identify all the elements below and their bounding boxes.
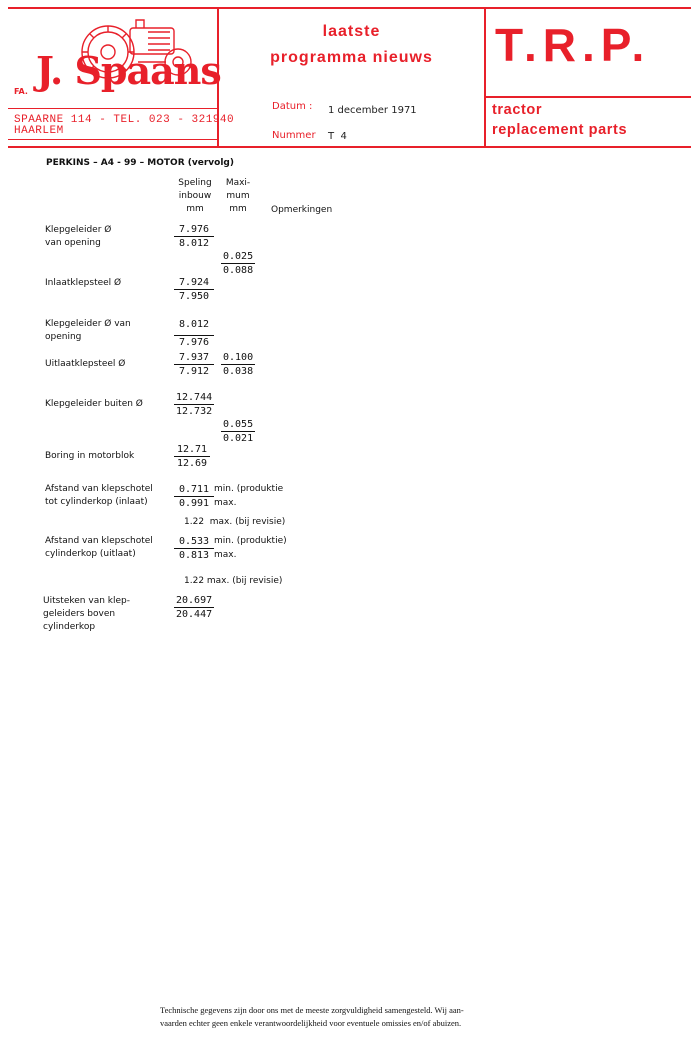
spec-label-line: Uitlaatklepsteel Ø (45, 359, 126, 369)
spec-label-line: Inlaatklepsteel Ø (45, 278, 122, 288)
spec-label-line: Uitsteken van klep- (43, 596, 130, 606)
spec-label-line: Klepgeleider Ø (45, 225, 112, 235)
address-rule-top (8, 108, 219, 109)
fraction-bottom: 0.813 (178, 550, 210, 561)
datum-value: 1 december 1971 (328, 105, 417, 116)
header-top-rule (8, 7, 691, 9)
logo-prefix: FA. (14, 87, 28, 96)
fraction-top: 7.976 (174, 223, 214, 237)
fraction-top: 0.055 (223, 419, 254, 430)
spec-label (45, 277, 121, 290)
fraction-bottom: 7.950 (178, 291, 210, 302)
speling-fraction (174, 443, 210, 470)
spec-note: 1.22 max. (bij revisie) (184, 517, 286, 527)
header-bottom-rule (8, 146, 691, 148)
document-title: PERKINS – A4 - 99 – MOTOR (vervolg) (46, 158, 234, 168)
spec-label (45, 318, 131, 344)
nummer-label: Nummer (272, 130, 316, 141)
tagline-line2: replacement parts (492, 122, 628, 138)
fraction-top: 0.711 (174, 483, 214, 497)
spec-label (43, 595, 130, 634)
speling-fraction (174, 318, 214, 349)
spec-note: min. (produktie (214, 484, 284, 494)
column-header-maximum-line: Maxi- (225, 178, 251, 188)
spec-label-line: Boring in motorblok (45, 451, 135, 461)
program-title-line1: laatste (322, 23, 381, 40)
spec-note: max. (214, 498, 237, 508)
spec-label (45, 483, 153, 509)
maximum-fraction (221, 351, 255, 378)
spec-label-line: Klepgeleider buiten Ø (45, 399, 143, 409)
fraction-bottom: 0.038 (223, 366, 254, 377)
fraction-top: 0.533 (174, 535, 214, 549)
speling-fraction (174, 483, 214, 510)
company-address: SPAARNE 114 - TEL. 023 - 321940 (14, 114, 235, 126)
column-header-maximum-line: mum (226, 191, 250, 201)
nummer-value: T 4 (328, 131, 347, 142)
spec-label (45, 535, 153, 561)
spec-label-line: tot cylinderkop (inlaat) (45, 497, 148, 507)
fraction-bottom: 8.012 (178, 238, 210, 249)
fraction-bottom: 12.69 (176, 458, 208, 469)
spec-label (45, 358, 125, 371)
fraction-top: 20.697 (176, 595, 213, 606)
maximum-fraction (221, 418, 255, 445)
fraction-top: 0.025 (223, 251, 254, 262)
spec-label-line: cylinderkop (43, 622, 96, 632)
program-title-line2: programma nieuws (270, 49, 433, 66)
column-header-speling-line: mm (186, 204, 204, 214)
tagline-rule (486, 96, 691, 98)
speling-fraction (174, 223, 214, 250)
logo-wordmark: J. Spaans (36, 48, 221, 93)
fraction-top: 12.71 (174, 443, 210, 457)
column-header-maximum-line: mm (229, 204, 247, 214)
fraction-bottom: 20.447 (176, 609, 213, 620)
speling-fraction (174, 594, 214, 621)
fraction-bottom: 0.991 (178, 498, 210, 509)
disclaimer-line1: Technische gegevens zijn door ons met de meeste zorgvuldigheid samengesteld. Wij aan- (160, 1005, 464, 1015)
fraction-top: 8.012 (174, 318, 214, 336)
spec-label (45, 224, 111, 250)
column-header-maximum (221, 177, 255, 216)
fraction-bottom: 7.976 (178, 337, 210, 348)
spec-label-line: Klepgeleider Ø van (45, 319, 131, 329)
speling-fraction (174, 276, 214, 303)
speling-fraction (174, 535, 214, 562)
spec-label-line: opening (45, 332, 82, 342)
fraction-bottom: 0.021 (223, 433, 254, 444)
column-header-speling-line: inbouw (178, 191, 212, 201)
datum-label: Datum : (272, 101, 313, 112)
address-rule-bottom (8, 139, 219, 140)
spec-label-line: cylinderkop (uitlaat) (45, 549, 136, 559)
header-divider-right (484, 7, 486, 148)
spec-note: min. (produktie) (214, 536, 287, 546)
spec-label-line: Afstand van klepschotel (45, 484, 153, 494)
spec-label-line: geleiders boven (43, 609, 116, 619)
fraction-bottom: 7.912 (178, 366, 210, 377)
column-header-opmerkingen: Opmerkingen (271, 205, 333, 215)
fraction-bottom: 12.732 (176, 406, 213, 417)
spec-label (45, 398, 143, 411)
fraction-bottom: 0.088 (223, 265, 254, 276)
spec-note: max. (214, 550, 237, 560)
disclaimer-line2: vaarden echter geen enkele verantwoordelijkheid voor eventuele omissies en/of abuizen. (160, 1018, 462, 1028)
spec-label (45, 450, 134, 463)
spec-note: 1.22 max. (bij revisie) (184, 576, 283, 586)
column-header-speling (172, 177, 218, 216)
spec-label-line: van opening (45, 238, 101, 248)
speling-fraction (174, 351, 214, 378)
fraction-top: 0.100 (223, 352, 254, 363)
column-header-speling-line: Speling (178, 178, 212, 188)
company-city: HAARLEM (14, 125, 64, 137)
tagline-line1: tractor (492, 102, 543, 118)
spec-label-line: Afstand van klepschotel (45, 536, 153, 546)
fraction-top: 7.937 (174, 351, 214, 365)
fraction-top: 12.744 (176, 392, 213, 403)
maximum-fraction (221, 250, 255, 277)
speling-fraction (174, 391, 214, 418)
fraction-top: 7.924 (174, 276, 214, 290)
brand-title: T.R.P. (495, 19, 651, 71)
